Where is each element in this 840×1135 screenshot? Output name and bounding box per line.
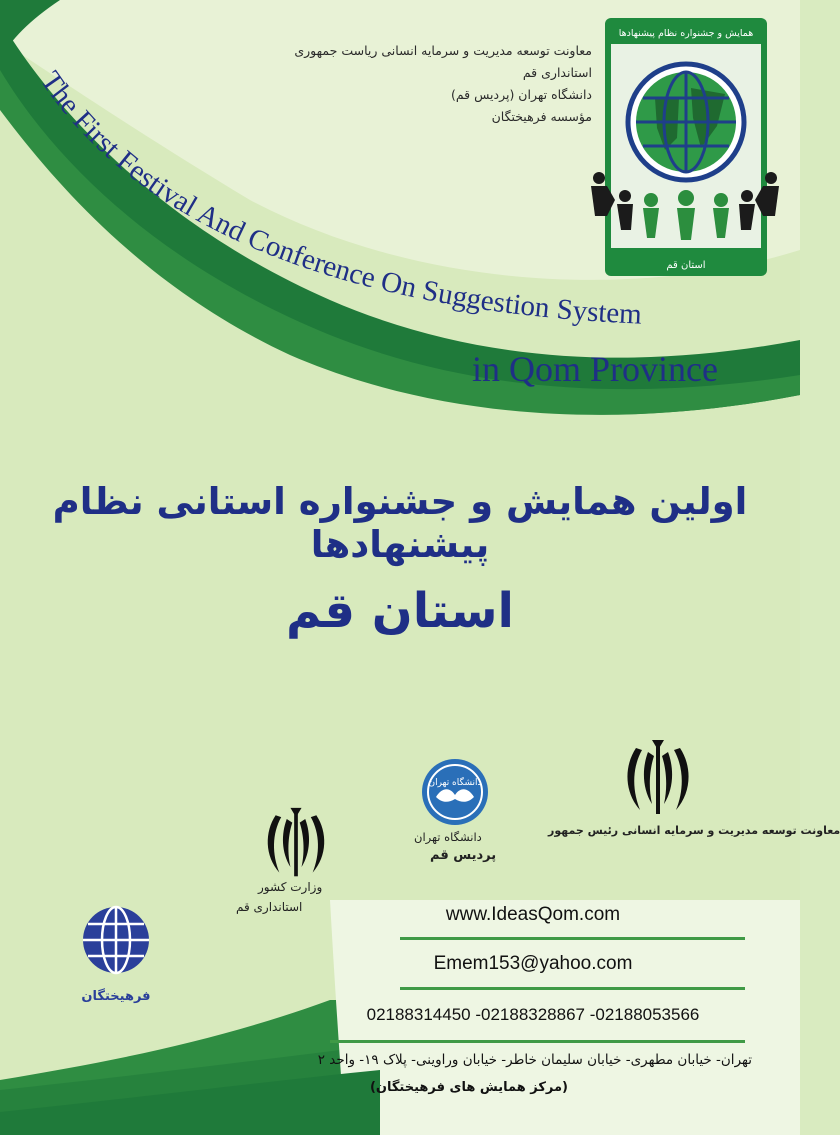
divider xyxy=(330,1040,745,1043)
iran-emblem-icon xyxy=(262,806,330,880)
divider xyxy=(400,987,745,990)
organizer-2: استانداری قم xyxy=(522,65,592,80)
farhikhtegan-label: فرهیختگان xyxy=(81,989,151,1004)
english-title-line1: The First Festival And Conference On Suggestion System xyxy=(34,65,643,331)
interior-label-line2: استانداری قم xyxy=(236,900,303,914)
organizer-4: مؤسسه فرهیختگان xyxy=(491,109,592,124)
venue-text: (مرکز همایش های فرهیختگان) xyxy=(369,1080,568,1095)
festival-emblem xyxy=(585,18,785,280)
university-label-line2: پردیس قم xyxy=(430,848,497,863)
organizer-1: معاونت توسعه مدیریت و سرمایه انسانی ریاست جمهوری xyxy=(294,43,592,58)
organizer-3: دانشگاه تهران (پردیس قم) xyxy=(450,87,592,102)
emblem-bottom-text: استان قم xyxy=(666,260,706,271)
university-label-line1: دانشگاه تهران xyxy=(414,830,482,844)
phone-numbers: 02188314450 -02188328867 -02188053566 xyxy=(366,1005,700,1024)
english-title-line2: in Qom Province xyxy=(472,349,718,389)
emblem-top-text: همایش و جشنواره نظام پیشنهادها xyxy=(618,28,754,39)
vice-presidency-label: معاونت توسعه مدیریت و سرمایه انسانی رئیس جمهور xyxy=(548,824,840,837)
persian-title-line2: استان قم xyxy=(285,583,515,639)
website-text[interactable]: www.IdeasQom.com xyxy=(445,904,621,925)
persian-title-line1: اولین همایش و جشنواره استانی نظام پیشنهادها xyxy=(52,480,748,566)
organizers-list xyxy=(172,40,592,128)
farhikhtegan-logo-icon xyxy=(68,904,168,1008)
university-seal-text: دانشگاه تهران xyxy=(428,778,482,788)
university-tehran-seal-icon xyxy=(420,757,490,827)
interior-label-line1: وزارت کشور xyxy=(258,880,323,894)
address-text: تهران- خیابان مطهری- خیابان سلیمان خاطر- خیابان وراوینی- پلاک ۱۹- واحد ۲ xyxy=(317,1052,752,1068)
iran-emblem-icon xyxy=(622,738,694,818)
divider xyxy=(400,937,745,940)
email-text[interactable]: Emem153@yahoo.com xyxy=(433,953,633,974)
